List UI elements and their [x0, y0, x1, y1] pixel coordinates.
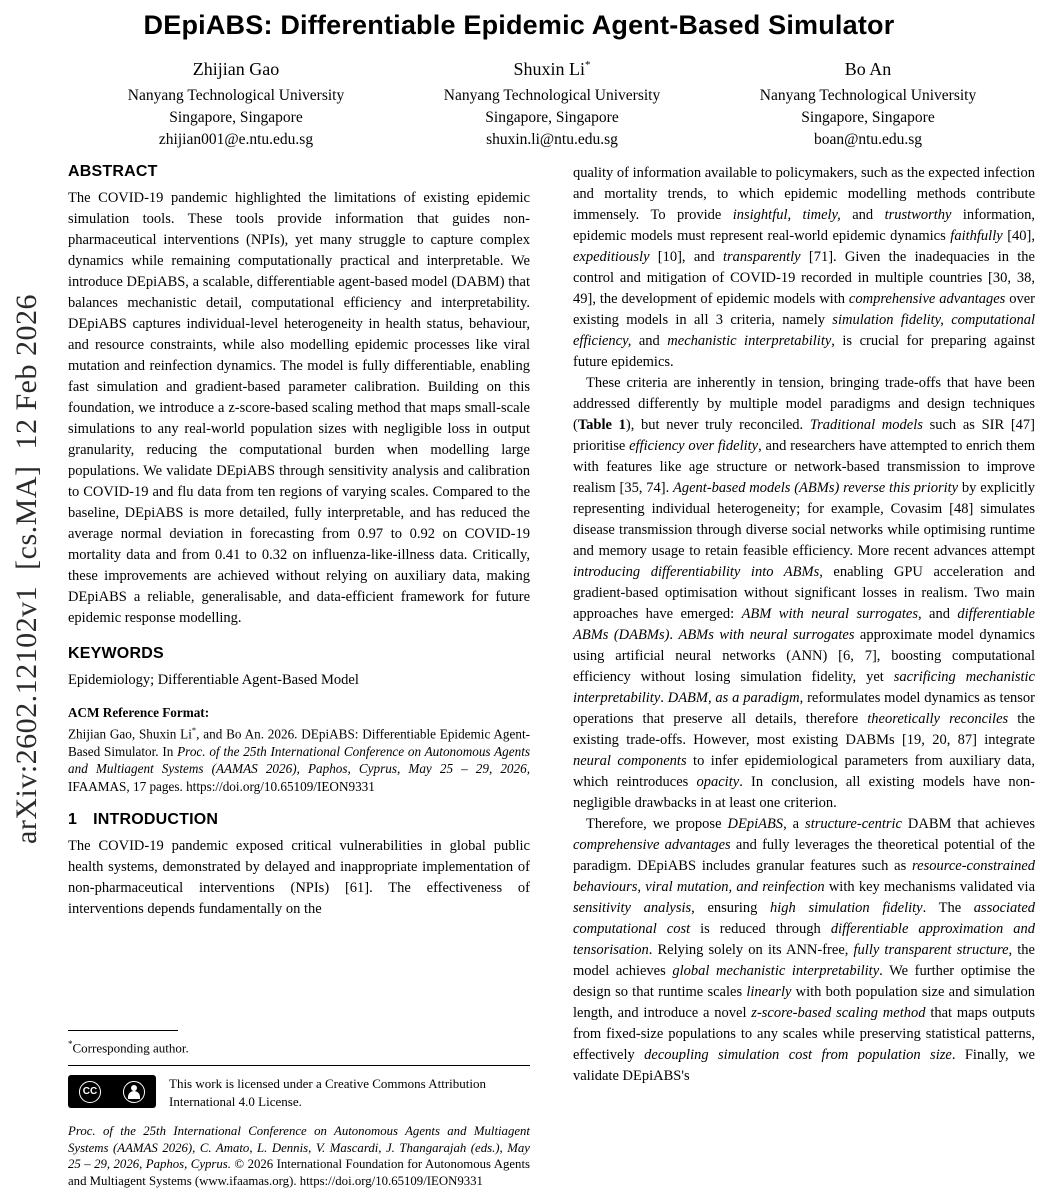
footnote-block: [68, 1030, 530, 1200]
right-column: [573, 163, 1035, 1087]
body-paragraph-1: quality of information available to policymakers, such as the expected infection and mortality trends, to which epidemic modelling methods contribute immensely. To provide insightful, timely, and trustworthy information, epidemic models must represent real-world epidemic dynamics faithfully [40], expeditiously [10], and transparently [71]. Given the inadequacies in the control and mitigation of COVID-19 recorded in multiple countries [30, 38, 49], the development of epidemic models with comprehensive advantages over existing models in all 3 criteria, namely simulation fidelity, computational efficiency, and mechanistic interpretability, is crucial for preparing against future epidemics.: [573, 165, 1036, 370]
arxiv-watermark: arXiv:2602.12102v1 [cs.MA] 12 Feb 2026: [10, 294, 43, 844]
section-number: 1: [68, 811, 78, 829]
footnote-rule: [68, 1030, 178, 1031]
author-location: Singapore, Singapore: [801, 109, 935, 126]
acm-reference-text: Zhijian Gao, Shuxin Li*, and Bo An. 2026. DEpiABS: Differentiable Epidemic Agent-Based Simulator. In Proc. of the 25th International Conference on Autonomous Agents and Multiagent Systems (AAMAS 2026), Paphos, Cyprus, May 25 – 29, 2026, IFAAMAS, 17 pages. https://doi.org/10.65109/IEON9331: [68, 724, 530, 794]
introduction-paragraph: The COVID-19 pandemic exposed critical vulnerabilities in global public health systems, demonstrated by delayed and inappropriate implementation of non-pharmaceutical interventions (NPIs) [61]. The effectiveness of interventions depends fundamentally on the: [68, 838, 530, 918]
publication-note: Proc. of the 25th International Conference on Autonomous Agents and Multiagent Systems (AAMAS 2026), C. Amato, L. Dennis, V. Mascardi, J. Thangarajah (eds.), May 25 – 29, 2026, Paphos, Cyprus. © 2026 International Foundation for Autonomous Agents and Multiagent Systems (www.ifaamas.org). https://doi.org/10.65109/IEON9331: [68, 1124, 530, 1188]
author-affiliation: Nanyang Technological University: [443, 87, 661, 104]
author-email: shuxin.li@ntu.edu.sg: [486, 131, 618, 148]
introduction-heading: [68, 811, 530, 829]
author-location: Singapore, Singapore: [485, 109, 619, 126]
abstract-text: The COVID-19 pandemic highlighted the limitations of existing epidemic simulation tools. These tools provide information that guides non-pharmaceutical interventions (NPIs), yet many struggle to capture complex dynamics while remaining computationally practical and interpretable. We introduce DEpiABS, a scalable, differentiable agent-based model (DABM) that balances mechanistic detail, computational efficiency and interpretability. DEpiABS captures individual-level heterogeneity in health status, behaviour, and resource constraints, while also modelling epidemic processes like viral mutation and reinfection dynamics. The model is fully differentiable, enabling fast simulation and gradient-based parameter calibration. Building on this foundation, we introduce a z-score-based scaling method that maps small-scale simulations to any real-world population sizes with negligible loss in output granularity, reducing the computational burden when modelling large populations. We validate DEpiABS through sensitivity analysis and calibration to COVID-19 and flu data from ten regions of varying scales. Compared to the baseline, DEpiABS is more detailed, fully interpretable, and has reduced the average normal deviation in forecasting from 0.97 to 0.92 on COVID-19 mortality data and from 0.41 to 0.32 on influenza-like-illness data. Critically, these improvements are achieved without relying on auxiliary data, making DEpiABS a reliable, generalisable, and data-efficient framework for future epidemic response modelling.: [68, 190, 530, 626]
author-email: boan@ntu.edu.sg: [813, 131, 923, 148]
author-mark: *: [585, 59, 591, 71]
section-title: INTRODUCTION: [93, 811, 219, 829]
author-affiliation: Nanyang Technological University: [759, 87, 977, 104]
license-text: This work is licensed under a Creative Commons Attribution International 4.0 License.: [169, 1076, 487, 1109]
footnote-mark: *: [68, 1039, 73, 1049]
author-block: [78, 59, 1038, 151]
cc-icon: CC: [79, 1081, 101, 1103]
author-location: Singapore, Singapore: [169, 109, 303, 126]
license-rule: [68, 1065, 530, 1066]
author-affiliation: Nanyang Technological University: [127, 87, 345, 104]
keywords-text: Epidemiology; Differentiable Agent-Based Model: [68, 672, 359, 688]
acm-reference-heading: ACM Reference Format:: [68, 705, 210, 720]
author-name: Bo An: [844, 59, 892, 79]
author-1: [78, 59, 394, 151]
cc-by-person-icon: [123, 1081, 145, 1103]
abstract-heading: ABSTRACT: [68, 163, 158, 180]
corresponding-author-note: *Corresponding author.: [68, 1039, 189, 1056]
paper-title: DEpiABS: Differentiable Epidemic Agent-Based Simulator: [143, 10, 895, 40]
author-name: Zhijian Gao: [192, 59, 280, 79]
author-3: [710, 59, 1026, 151]
author-email: zhijian001@e.ntu.edu.sg: [158, 131, 314, 148]
author-2: [394, 59, 710, 151]
license-row: [68, 1075, 530, 1110]
cc-by-badge[interactable]: [68, 1075, 156, 1108]
body-paragraph-2: These criteria are inherently in tension, bringing trade-offs that have been addressed differently by multiple model paradigms and design techniques (Table 1), but never truly reconciled. Traditional models such as SIR [47] prioritise efficiency over fidelity, and researchers have attempted to enrich them with features like age structure or network-based transmission to improve realism [35, 74]. Agent-based models (ABMs) reverse this priority by explicitly representing individual heterogeneity; for example, Covasim [48] simulates disease transmission through diverse social networks while optimising runtime and memory usage to retain feasible efficiency. More recent advances attempt introducing differentiability into ABMs, enabling GPU acceleration and gradient-based optimisation without significant losses in realism. Two main approaches have emerged: ABM with neural surrogates, and differentiable ABMs (DABMs). ABMs with neural surrogates approximate model dynamics using artificial neural networks (ANN) [6, 7], boosting computational efficiency without losing simulation fidelity, yet sacrificing mechanistic interpretability. DABM, as a paradigm, reformulates model dynamics as tensor operations that preserve all details, therefore theoretically reconciles the existing trade-offs. However, most existing DABMs [19, 20, 87] integrate neural components to infer epidemiological parameters from auxiliary data, which reintroduces opacity. In conclusion, all existing models have non-negligible drawbacks in at least one criterion.: [573, 375, 1035, 811]
left-column: [68, 163, 530, 1027]
author-name: Shuxin Li*: [513, 59, 591, 79]
body-paragraph-3: Therefore, we propose DEpiABS, a structure-centric DABM that achieves comprehensive advantages and fully leverages the theoretical potential of the paradigm. DEpiABS includes granular features such as resource-constrained behaviours, viral mutation, and reinfection with key mechanisms validated via sensitivity analysis, ensuring high simulation fidelity. The associated computational cost is reduced through differentiable approximation and tensorisation. Relying solely on its ANN-free, fully transparent structure, the model achieves global mechanistic interpretability. We further optimise the design so that runtime scales linearly with both population size and simulation length, and introduce a novel z-score-based scaling method that maps outputs from fixed-size populations to any scales while preserving statistical patterns, effectively decoupling simulation cost from population size. Finally, we validate DEpiABS's: [573, 816, 1036, 1084]
keywords-heading: KEYWORDS: [68, 645, 164, 662]
